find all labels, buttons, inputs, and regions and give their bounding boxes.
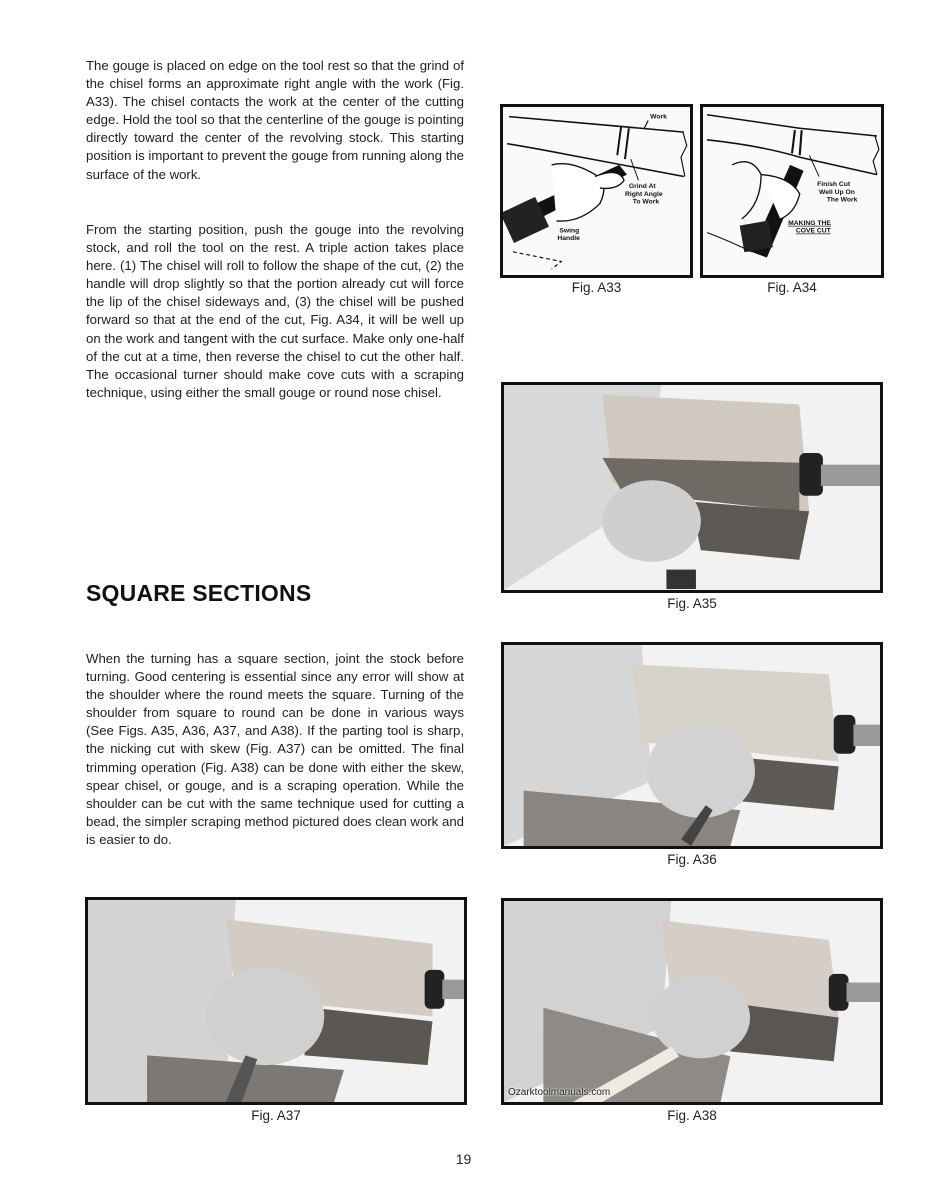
label-grind-2: Right Angle bbox=[624, 190, 663, 198]
label-making-1: MAKING THE bbox=[788, 219, 831, 227]
intro-paragraph: The gouge is placed on edge on the tool rest so that the grind of the chisel forms an approximate right angle with the work (Fig. A33). The chisel contacts the work at the center of the cutting edge. Hold the tool so that the centerline of the gouge is pointing directly toward the center of the revolving stock. This starting position is important to prevent the gouge from running along the surface of the work. bbox=[86, 58, 464, 182]
caption-fig-a33: Fig. A33 bbox=[571, 280, 622, 295]
cove-cut-paragraph: From the starting position, push the gouge into the revolving stock, and roll the tool on the rest. A triple action takes place here. (1) The chisel will roll to follow the shape of the cut, (2) the handle will drop slightly so that the portion already cut will force the lip of the chisel sideways and, (3) the chisel will be pushed forward so that at the end of the cut, Fig. A34, it will be well up on the work and tangent with the cut surface. Make only one-half of the cut at a time, then reverse the chisel to cut the other half. The occasional turner should make cove cuts with a scraping technique, using either the small gouge or round nose chisel. bbox=[86, 222, 464, 400]
label-grind-1: Grind At bbox=[628, 183, 656, 191]
figure-a35-photo bbox=[501, 382, 883, 593]
caption-fig-a36: Fig. A36 bbox=[667, 852, 717, 867]
label-finish-3: The Work bbox=[826, 196, 858, 204]
label-swing-1: Swing bbox=[559, 227, 580, 235]
figure-a38-photo bbox=[501, 898, 883, 1105]
figure-a37-photo bbox=[85, 897, 467, 1105]
square-sections-paragraph: When the turning has a square section, joint the stock before turning. Good centering is essential since any error will show at the shoulder where the round meets the square. Turning of the shoulder from square to round can be done in various ways (See Figs. A35, A36, A37, and A38). If the parting tool is sharp, the nicking cut with skew (Fig. A37) can be omitted. The final trimming operation (Fig. A38) can be done with either the skew, spear chisel, or gouge, and is a scraping operation. While the shoulder can be cut with the same technique used for cutting a bead, the simpler scraping method pictured does clean work and is easier to do. bbox=[86, 651, 464, 847]
caption-fig-a38: Fig. A38 bbox=[667, 1108, 717, 1123]
figure-a33-illustration bbox=[500, 104, 693, 278]
caption-fig-a34: Fig. A34 bbox=[767, 280, 817, 295]
lathe-photo-a36 bbox=[504, 645, 880, 846]
figure-a36-photo bbox=[501, 642, 883, 849]
label-making-2: COVE CUT bbox=[795, 227, 831, 235]
lathe-photo-a35 bbox=[504, 385, 880, 590]
caption-fig-a37: Fig. A37 bbox=[251, 1108, 301, 1123]
label-finish-2: Well Up On bbox=[819, 188, 855, 196]
label-work: Work bbox=[650, 113, 667, 121]
label-finish-1: Finish Cut bbox=[817, 181, 851, 189]
watermark-text: Ozarktoolmanuals.com bbox=[508, 1087, 611, 1098]
label-swing-2: Handle bbox=[557, 235, 580, 243]
lathe-photo-a38 bbox=[504, 901, 880, 1102]
lathe-photo-a37 bbox=[88, 900, 464, 1102]
figure-a34-illustration bbox=[700, 104, 884, 278]
page-number: 19 bbox=[455, 1151, 472, 1167]
label-grind-3: To Work bbox=[632, 198, 660, 206]
section-heading-square-sections: SQUARE SECTIONS bbox=[86, 580, 312, 606]
cove-cut-drawing bbox=[703, 107, 881, 275]
gouge-on-edge-drawing bbox=[503, 107, 690, 275]
caption-fig-a35: Fig. A35 bbox=[667, 596, 717, 611]
